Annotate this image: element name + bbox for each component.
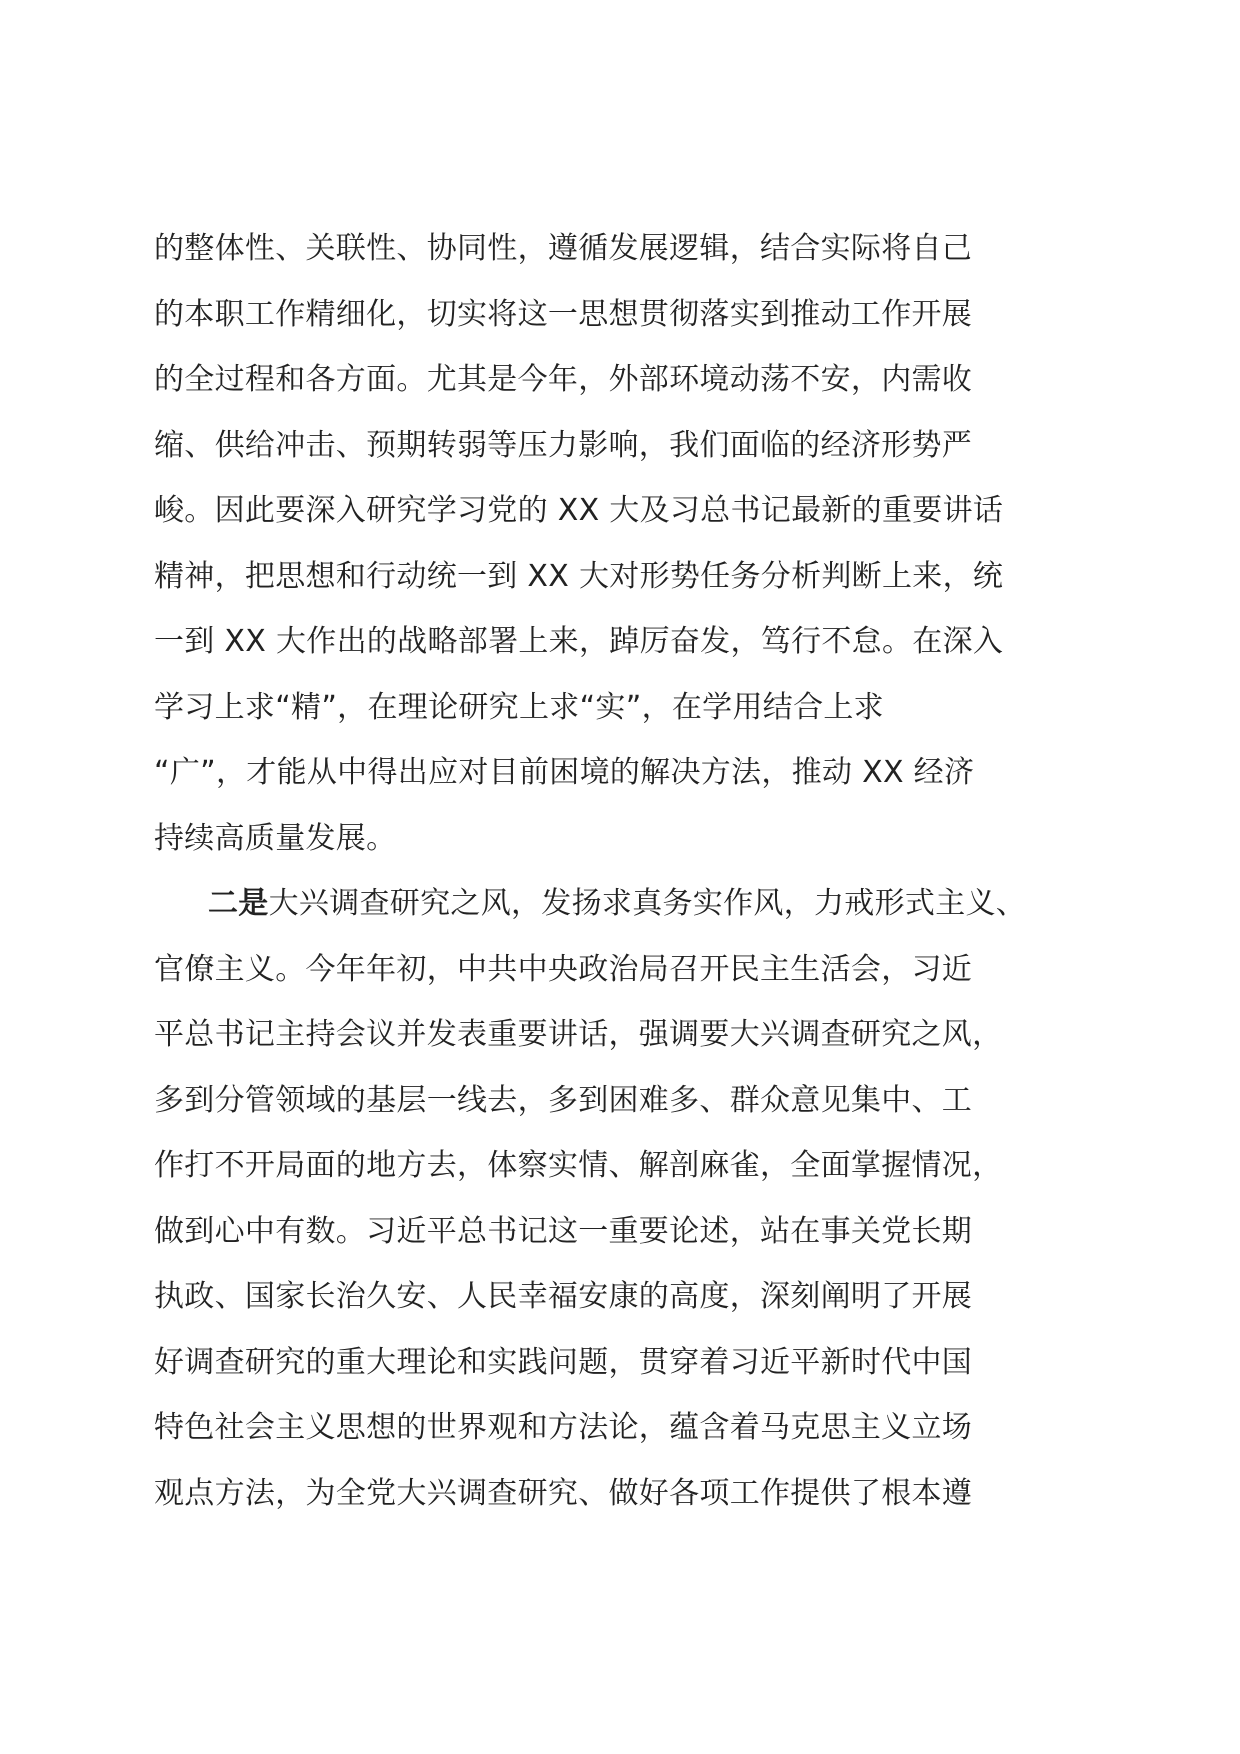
text-line: 缩、供给冲击、预期转弱等压力影响，我们面临的经济形势严 <box>154 427 973 463</box>
text-line: 观点方法，为全党大兴调查研究、做好各项工作提供了根本遵 <box>154 1475 973 1511</box>
text-line: 好调查研究的重大理论和实践问题，贯穿着习近平新时代中国 <box>154 1344 973 1380</box>
text-line: 特色社会主义思想的世界观和方法论，蕴含着马克思主义立场 <box>154 1410 973 1445</box>
text-line: 多到分管领域的基层一线去，多到困难多、群众意见集中、工 <box>154 1082 973 1118</box>
text-line: 作打不开局面的地方去，体察实情、解剖麻雀，全面掌握情况， <box>154 1148 1003 1183</box>
text-line: 平总书记主持会议并发表重要讲话，强调要大兴调查研究之风， <box>154 1017 1003 1052</box>
text-line: “广”，才能从中得出应对目前困境的解决方法，推动 XX 经济 <box>154 755 975 790</box>
text-line: 做到心中有数。习近平总书记这一重要论述，站在事关党长期 <box>154 1213 973 1249</box>
text-line: 一到 XX 大作出的战略部署上来，踔厉奋发，笃行不怠。在深入 <box>154 624 1004 659</box>
text-line: 官僚主义。今年年初，中共中央政治局召开民主生活会，习近 <box>154 951 973 987</box>
text-line: 的全过程和各方面。尤其是今年，外部环境动荡不安，内需收 <box>154 362 973 397</box>
text-line: 持续高质量发展。 <box>154 820 397 856</box>
paragraph-lead: 二是 <box>208 886 269 921</box>
body-text <box>154 216 1094 1526</box>
paragraph-2 <box>154 871 1094 1526</box>
text-line: 精神，把思想和行动统一到 XX 大对形势任务分析判断上来，统 <box>154 558 1004 594</box>
text-line: 的整体性、关联性、协同性，遵循发展逻辑，结合实际将自己 <box>154 231 973 266</box>
text-line: 峻。因此要深入研究学习党的 XX 大及习总书记最新的重要讲话 <box>154 493 1004 528</box>
text-line: 执政、国家长治久安、人民幸福安康的高度，深刻阐明了开展 <box>154 1279 973 1314</box>
text-line-first <box>154 871 1094 937</box>
text-run: 大兴调查研究之风，发扬求真务实作风，力戒形式主义、 <box>268 886 1027 921</box>
text-line: 学习上求“精”，在理论研究上求“实”，在学用结合上求 <box>154 689 884 725</box>
paragraph-1 <box>154 216 1094 871</box>
text-line: 的本职工作精细化，切实将这一思想贯彻落实到推动工作开展 <box>154 296 973 332</box>
